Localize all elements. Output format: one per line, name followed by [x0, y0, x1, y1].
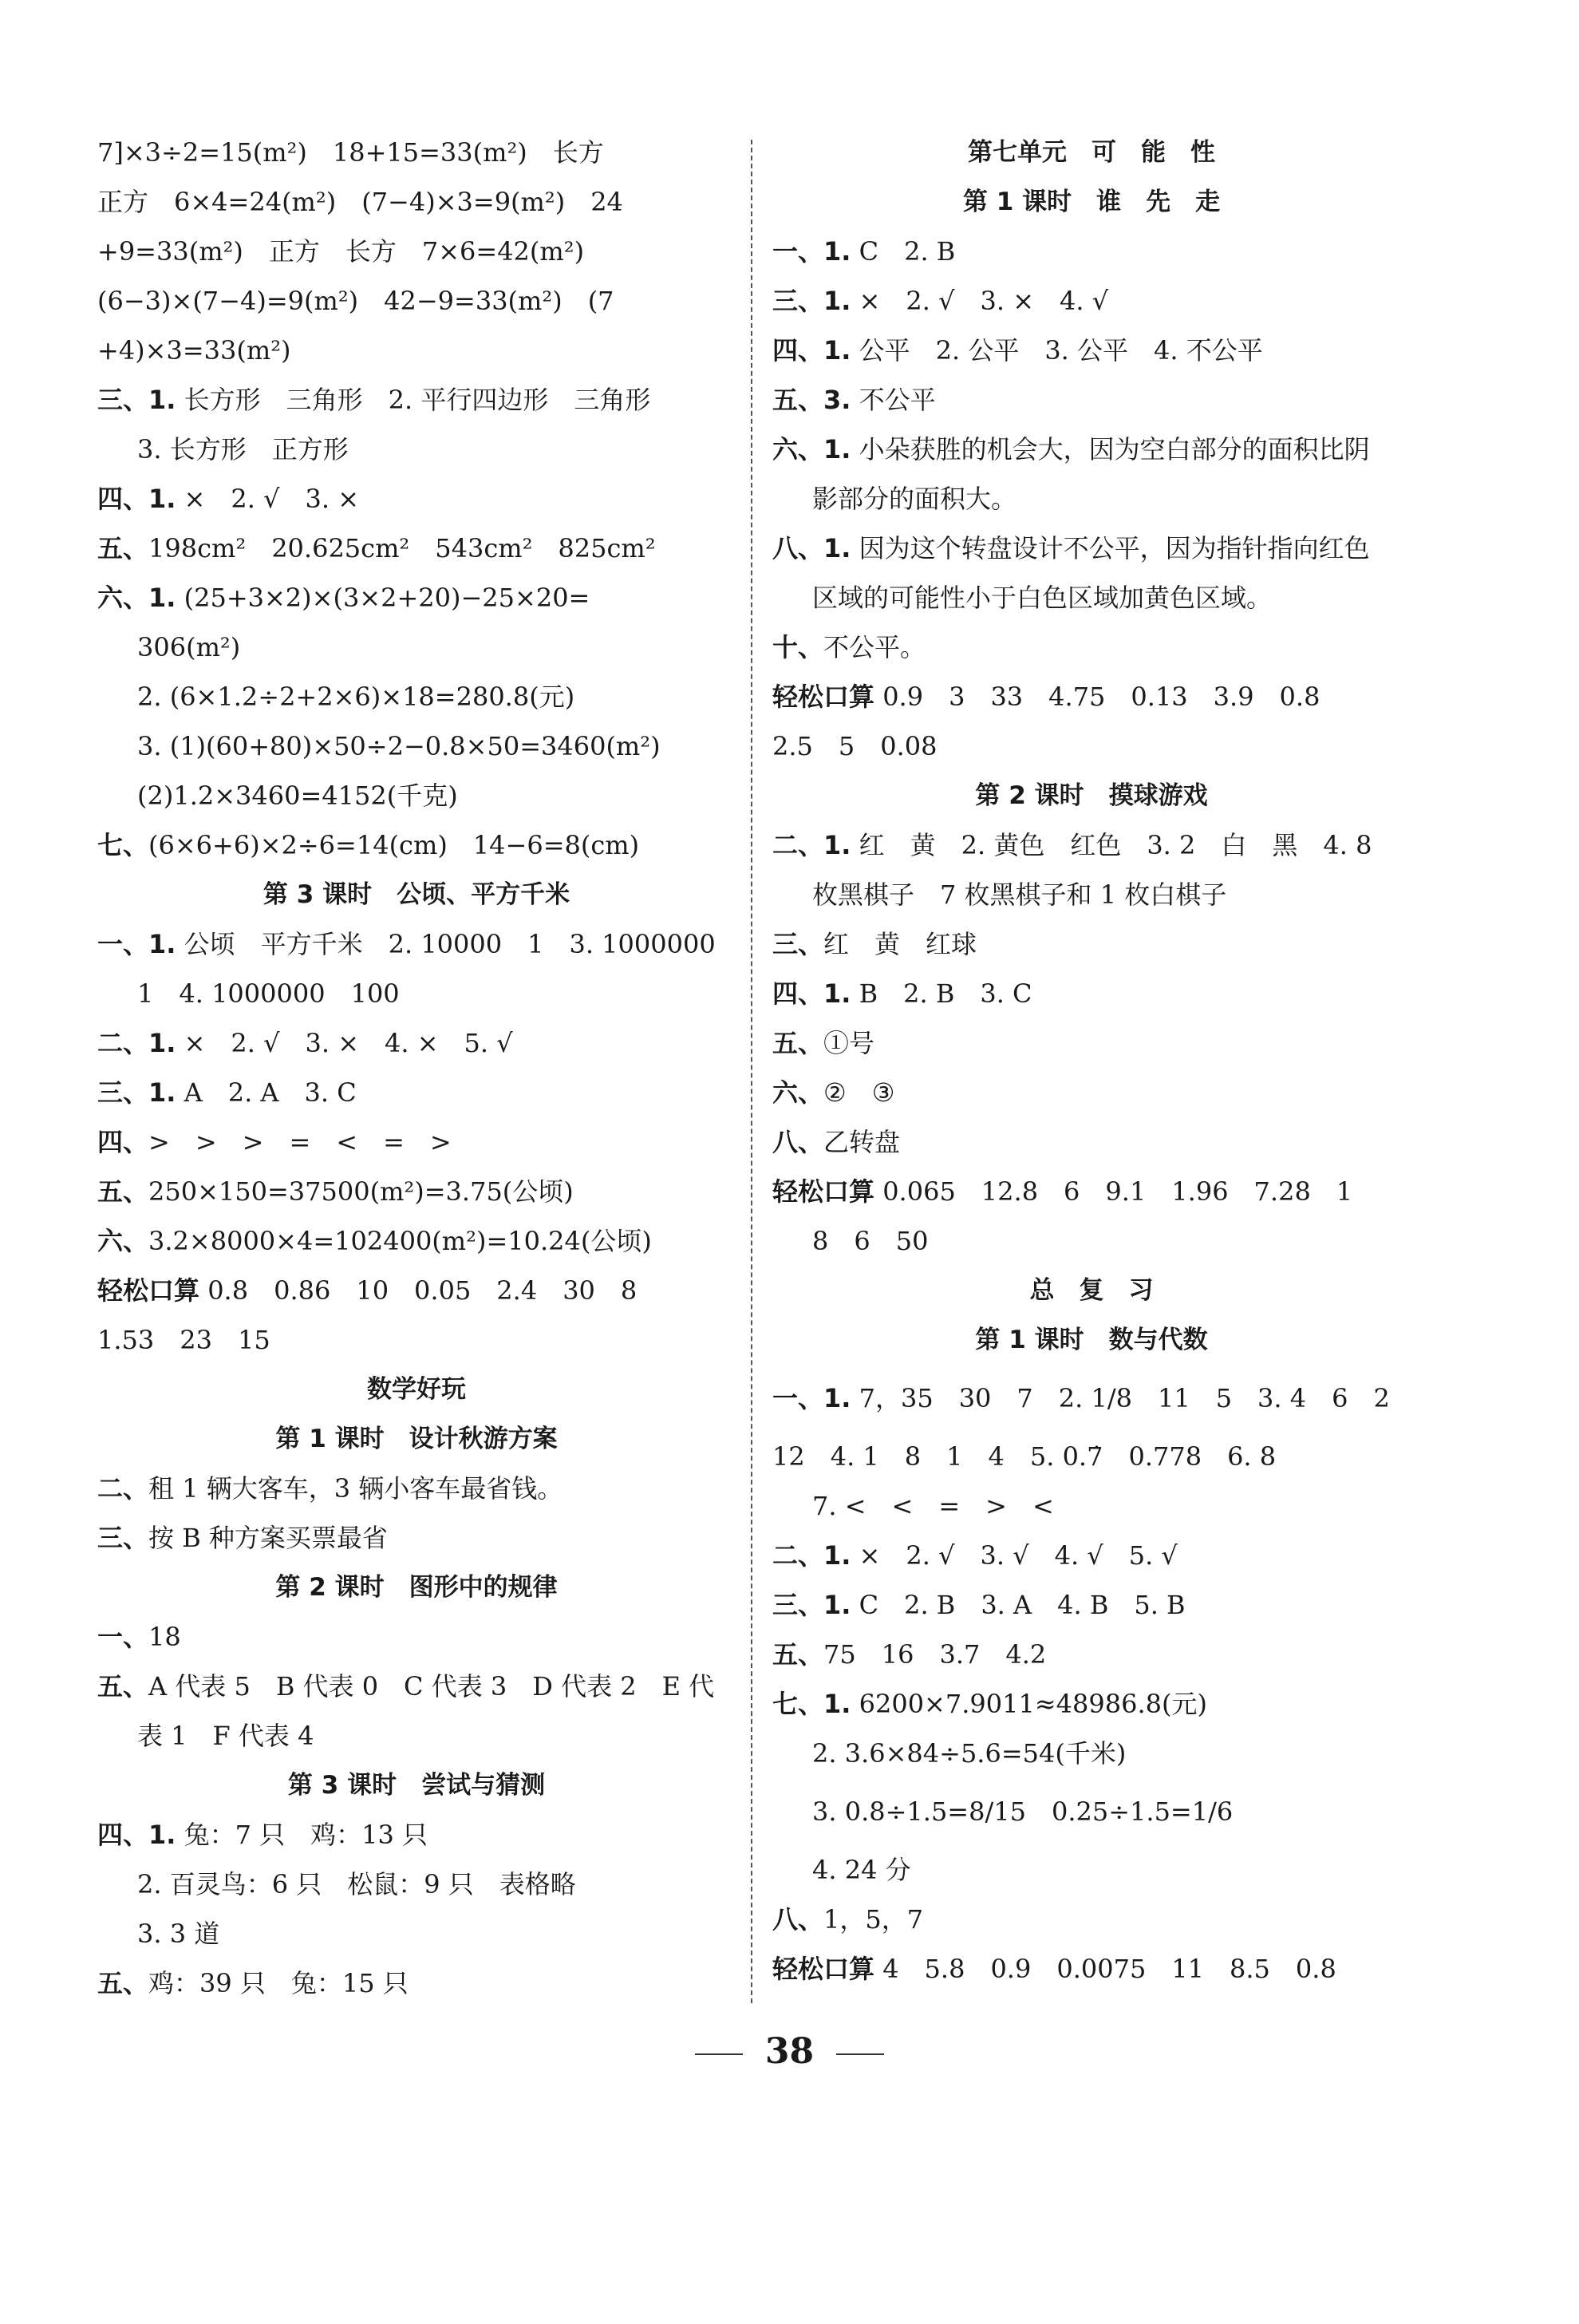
answer-text: 7，35 30 7 2. 1/8 11 5 3. 4 6 2: [851, 1383, 1390, 1413]
answer-text: 8 6 50: [812, 1226, 929, 1256]
answer-text: 250×150=37500(m²)=3.75(公顷): [148, 1176, 574, 1207]
answer-line: [97, 474, 736, 524]
answer-text: 红 黄 2. 黄色 红色 3. 2 白 黑 4. 8: [851, 830, 1372, 860]
answer-lead: 一、1.: [97, 929, 176, 959]
answer-lead: 二、1.: [772, 1540, 851, 1571]
answer-line: [772, 375, 1411, 425]
answer-text: 红 黄 红球: [823, 929, 977, 959]
answer-line: [772, 1778, 1411, 1845]
section-heading: 总 复 习: [1029, 1276, 1154, 1305]
answer-line: [772, 1580, 1411, 1630]
answer-text: 1.53 23 15: [97, 1325, 270, 1355]
answer-line: [97, 1018, 736, 1068]
section-heading: 第 2 课时 摸球游戏: [975, 781, 1208, 810]
answer-lead: 五、: [97, 533, 149, 563]
answer-text: 乙转盘: [823, 1127, 901, 1157]
answer-lead: 二、1.: [772, 830, 851, 860]
answer-lead: 八、: [772, 1127, 824, 1157]
answer-text: 3. 长方形 正方形: [137, 434, 349, 464]
answer-line: [97, 1266, 736, 1315]
section-heading: 第 1 课时 数与代数: [975, 1326, 1208, 1354]
answer-line: [772, 672, 1411, 721]
answer-line: [772, 820, 1411, 870]
answer-lead: 轻松口算: [772, 682, 875, 712]
answer-text: 3. 0.8÷1.5=8/15 0.25÷1.5=1/6: [812, 1796, 1234, 1827]
answer-text: +4)×3=33(m²): [97, 335, 291, 366]
answer-line: [97, 227, 736, 276]
answer-line: [772, 1068, 1411, 1117]
answer-text: 2. 3.6×84÷5.6=54(千米): [812, 1738, 1127, 1769]
answer-line: [97, 622, 736, 672]
answer-text: 75 16 3.7 4.2: [823, 1639, 1047, 1670]
answer-line: [772, 1117, 1411, 1167]
answer-line: [97, 1958, 736, 2008]
answer-line: [97, 573, 736, 622]
answer-text: 影部分的面积大。: [812, 484, 1017, 514]
answer-lead: 三、1.: [97, 385, 176, 415]
answer-text: (2)1.2×3460=4152(千克): [137, 781, 458, 811]
answer-lead: 三、: [772, 929, 824, 959]
answer-text: +9=33(m²) 正方 长方 7×6=42(m²): [97, 236, 585, 267]
answer-text: × 2. √ 3. √ 4. √ 5. √: [851, 1540, 1178, 1571]
answer-lead: 七、: [97, 830, 149, 860]
answer-line: [97, 1860, 736, 1909]
section-heading: 第 1 课时 谁 先 走: [962, 188, 1221, 216]
answer-text: 区域的可能性小于白色区域加黄色区域。: [812, 583, 1273, 613]
answer-line: [772, 1630, 1411, 1679]
answer-text: 6200×7.9011≈48986.8(元): [851, 1689, 1207, 1719]
answer-text: 12 4. 1 8 1 4 5. 0.7̇ 0.778 6. 8: [772, 1441, 1277, 1472]
answer-lead: 一、1.: [772, 236, 851, 267]
answer-text: 4. 24 分: [812, 1855, 911, 1885]
answer-lead: 轻松口算: [772, 1176, 875, 1207]
answer-text: 3. (1)(60+80)×50÷2−0.8×50=3460(m²): [137, 731, 661, 761]
answer-text: 0.9 3 33 4.75 0.13 3.9 0.8: [874, 682, 1320, 712]
answer-text: 2.5 5 0.08: [772, 731, 938, 761]
answer-line: [97, 820, 736, 870]
answer-line: [772, 721, 1411, 771]
answer-text: (25+3×2)×(3×2+20)−25×20=: [176, 583, 590, 613]
answer-text: 表 1 F 代表 4: [137, 1721, 314, 1751]
answer-line: [97, 1216, 736, 1266]
answer-text: 0.065 12.8 6 9.1 1.96 7.28 1: [874, 1176, 1353, 1207]
answer-text: 198cm² 20.625cm² 543cm² 825cm²: [148, 533, 656, 563]
answer-lead: 五、: [97, 1176, 149, 1207]
left-column: [97, 128, 736, 2008]
answer-line: [772, 276, 1411, 326]
answer-line: [97, 672, 736, 721]
section-heading: 第 3 课时 尝试与猜测: [287, 1771, 546, 1800]
answer-text: (6×6+6)×2÷6=14(cm) 14−6=8(cm): [148, 830, 640, 860]
page-number: 38: [0, 2031, 1579, 2072]
answer-text: ①号: [823, 1028, 875, 1058]
answer-lead: 二、1.: [97, 1028, 176, 1058]
answer-text: 公平 2. 公平 3. 公平 4. 不公平: [851, 335, 1263, 366]
answer-lead: 三、1.: [772, 286, 851, 316]
answer-line: [97, 919, 736, 969]
answer-lead: 六、: [772, 1077, 824, 1108]
answer-line: [97, 1167, 736, 1216]
answer-text: × 2. √ 3. ×: [176, 484, 360, 514]
answer-lead: 八、: [772, 1904, 824, 1935]
answer-line: [772, 1531, 1411, 1580]
answer-lead: 轻松口算: [772, 1954, 875, 1984]
answer-text: 正方 6×4=24(m²) (7−4)×3=9(m²) 24: [97, 187, 623, 217]
answer-text: 1 4. 1000000 100: [137, 978, 400, 1009]
answer-lead: 十、: [772, 632, 824, 662]
answer-line: [772, 573, 1411, 622]
answer-line: [97, 1315, 736, 1365]
answer-text: (6−3)×(7−4)=9(m²) 42−9=33(m²) (7: [97, 286, 614, 316]
answer-text: 按 B 种方案买票最省: [148, 1523, 388, 1553]
answer-lead: 四、1.: [97, 484, 176, 514]
answer-text: 18: [148, 1622, 181, 1652]
answer-line: [97, 425, 736, 474]
answer-line: [772, 1365, 1411, 1432]
answer-lead: 八、1.: [772, 533, 851, 563]
answer-lead: 七、1.: [772, 1689, 851, 1719]
answer-line: [772, 1729, 1411, 1778]
answer-line: [97, 1662, 736, 1711]
answer-line: [97, 128, 736, 177]
answer-line: [772, 1018, 1411, 1068]
answer-line: [97, 1909, 736, 1958]
answer-text: A 代表 5 B 代表 0 C 代表 3 D 代表 2 E 代: [148, 1671, 715, 1702]
answer-text: 公顷 平方千米 2. 10000 1 3. 1000000: [176, 929, 716, 959]
answer-text: 鸡：39 只 兔：15 只: [148, 1968, 409, 1998]
answer-text: 小朵获胜的机会大，因为空白部分的面积比阴: [851, 434, 1370, 464]
answer-text: 306(m²): [137, 632, 241, 662]
answer-text: × 2. √ 3. × 4. √: [851, 286, 1109, 316]
section-heading: 第 1 课时 设计秋游方案: [275, 1425, 558, 1453]
answer-lead: 五、: [97, 1968, 149, 1998]
answer-lead: 五、: [772, 1639, 824, 1670]
right-column: [772, 128, 1411, 1994]
answer-text: 2. 百灵鸟：6 只 松鼠：9 只 表格略: [137, 1869, 576, 1899]
answer-text: × 2. √ 3. × 4. × 5. √: [176, 1028, 513, 1058]
answer-line: [772, 524, 1411, 573]
answer-text: 7. < < = > <: [812, 1491, 1054, 1521]
answer-text: 3. 3 道: [137, 1919, 220, 1949]
section-heading: 第 3 课时 公顷、平方千米: [263, 880, 570, 909]
answer-line: [97, 1711, 736, 1761]
answer-line: [97, 1513, 736, 1563]
answer-line: [97, 721, 736, 771]
answer-line: [772, 1481, 1411, 1531]
answer-lead: 一、1.: [772, 1383, 851, 1413]
answer-line: [772, 622, 1411, 672]
answer-line: [97, 771, 736, 820]
answer-text: 兔：7 只 鸡：13 只: [176, 1820, 428, 1850]
answer-line: [97, 969, 736, 1018]
answer-line: [772, 1432, 1411, 1481]
answer-text: > > > = < = >: [148, 1127, 452, 1157]
answer-line: [97, 1464, 736, 1513]
answer-text: 租 1 辆大客车，3 辆小客车最省钱。: [148, 1473, 563, 1504]
answer-text: A 2. A 3. C: [176, 1077, 357, 1108]
answer-line: [772, 969, 1411, 1018]
answer-line: [772, 1895, 1411, 1944]
answer-lead: 四、1.: [97, 1820, 176, 1850]
answer-line: [772, 1944, 1411, 1994]
answer-line: [97, 276, 736, 326]
answer-text: 4 5.8 0.9 0.0075 11 8.5 0.8: [874, 1954, 1336, 1984]
answer-lead: 五、: [97, 1671, 149, 1702]
answer-line: [772, 227, 1411, 276]
column-divider: [751, 140, 752, 2003]
answer-text: 7]×3÷2=15(m²) 18+15=33(m²) 长方: [97, 137, 604, 168]
answer-text: 2. (6×1.2÷2+2×6)×18=280.8(元): [137, 682, 575, 712]
answer-lead: 六、1.: [772, 434, 851, 464]
answer-line: [772, 1845, 1411, 1895]
answer-line: [772, 919, 1411, 969]
answer-lead: 五、: [772, 1028, 824, 1058]
answer-text: 0.8 0.86 10 0.05 2.4 30 8: [199, 1275, 638, 1306]
answer-line: [772, 425, 1411, 474]
answer-lead: 四、1.: [772, 335, 851, 366]
answer-lead: 六、: [97, 1226, 149, 1256]
answer-line: [97, 1612, 736, 1662]
section-heading: 第 2 课时 图形中的规律: [275, 1573, 558, 1602]
answer-line: [772, 1167, 1411, 1216]
answer-lead: 四、1.: [772, 978, 851, 1009]
answer-line: [772, 326, 1411, 375]
answer-text: ② ③: [823, 1077, 895, 1108]
answer-text: 因为这个转盘设计不公平，因为指针指向红色: [851, 533, 1370, 563]
answer-text: B 2. B 3. C: [851, 978, 1032, 1009]
answer-lead: 六、1.: [97, 583, 176, 613]
answer-text: 不公平。: [823, 632, 926, 662]
answer-lead: 轻松口算: [97, 1275, 200, 1306]
answer-text: 枚黑棋子 7 枚黑棋子和 1 枚白棋子: [812, 879, 1227, 910]
answer-lead: 一、: [97, 1622, 149, 1652]
answer-lead: 四、: [97, 1127, 149, 1157]
answer-text: 不公平: [851, 385, 936, 415]
answer-line: [97, 1068, 736, 1117]
answer-line: [97, 375, 736, 425]
answer-text: 长方形 三角形 2. 平行四边形 三角形: [176, 385, 651, 415]
answer-text: 1，5，7: [823, 1904, 924, 1935]
answer-line: [97, 177, 736, 227]
answer-line: [772, 1216, 1411, 1266]
answer-line: [772, 474, 1411, 524]
answer-line: [97, 326, 736, 375]
answer-lead: 三、1.: [772, 1590, 851, 1620]
answer-text: C 2. B 3. A 4. B 5. B: [851, 1590, 1186, 1620]
section-heading: 数学好玩: [367, 1375, 466, 1404]
answer-text: 3.2×8000×4=102400(m²)=10.24(公顷): [148, 1226, 652, 1256]
answer-lead: 二、: [97, 1473, 149, 1504]
answer-line: [97, 1117, 736, 1167]
answer-lead: 五、3.: [772, 385, 851, 415]
answer-lead: 三、: [97, 1523, 149, 1553]
answer-line: [772, 870, 1411, 919]
answer-lead: 三、1.: [97, 1077, 176, 1108]
answer-line: [97, 1810, 736, 1860]
section-heading: 第七单元 可 能 性: [968, 138, 1215, 167]
answer-line: [97, 524, 736, 573]
answer-line: [772, 1679, 1411, 1729]
answer-text: C 2. B: [851, 236, 956, 267]
